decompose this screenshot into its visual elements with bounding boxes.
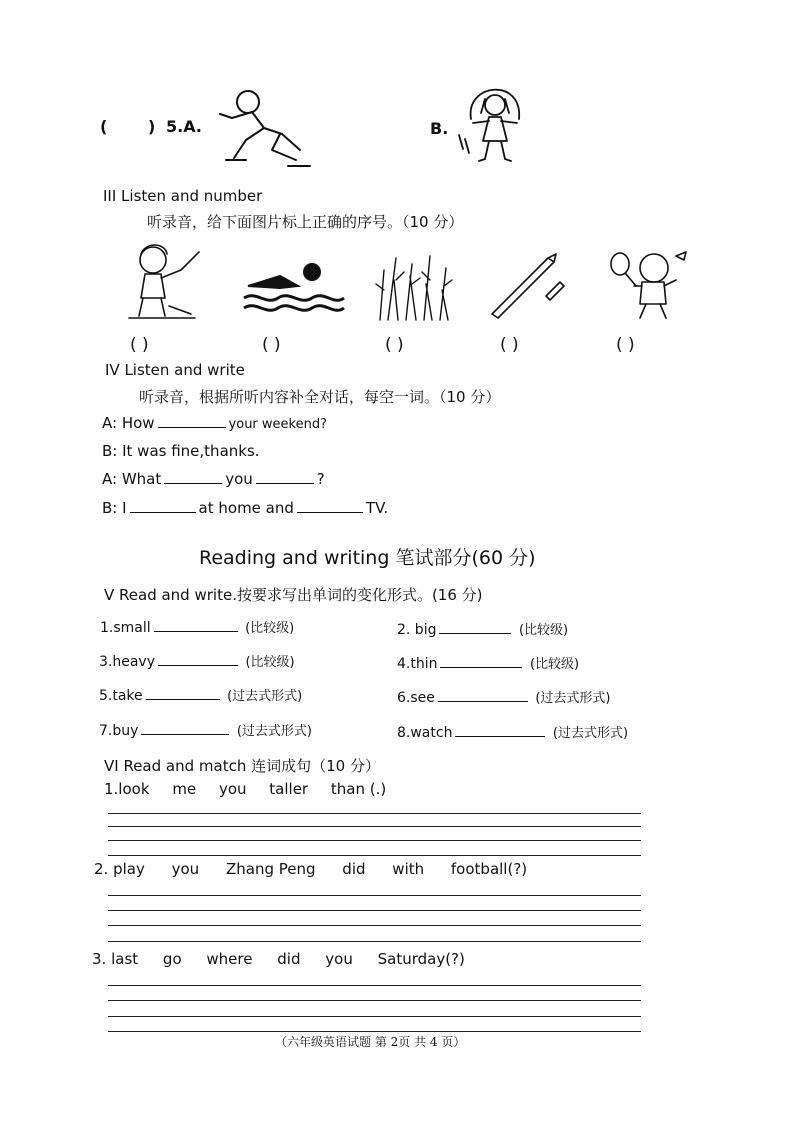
word-4-hint: (比较级) <box>529 657 580 672</box>
word-2-blank[interactable] <box>439 632 511 634</box>
dialogue-line-2 <box>102 442 260 460</box>
writing-line[interactable] <box>108 941 641 942</box>
blank-3-2[interactable] <box>256 482 314 484</box>
word-1-blank[interactable] <box>154 630 238 632</box>
word-7-hint: (过去式形式) <box>236 724 313 739</box>
section4-instruction: 听录音，根据所听内容补全对话，每空一词。（10 分） <box>139 388 501 406</box>
blank-3-1[interactable] <box>164 482 222 484</box>
word-item-6 <box>397 687 611 706</box>
word-8-blank[interactable] <box>455 735 545 737</box>
word-1: 1.small <box>100 620 151 636</box>
dialogue-4-text-c: TV. <box>365 499 389 517</box>
word-item-2 <box>397 619 568 638</box>
dialogue-3-text-b: you <box>225 470 253 488</box>
s2-word-2: you <box>171 860 200 878</box>
writing-line[interactable] <box>108 1000 641 1001</box>
grass-picture <box>374 250 454 322</box>
s1-word-3: you <box>218 780 247 798</box>
s3-word-2: go <box>162 950 182 968</box>
s2-word-5: with <box>392 860 425 878</box>
dialogue-line-4 <box>102 499 388 517</box>
section3-instruction: 听录音，给下面图片标上正确的序号。（10 分） <box>147 213 464 231</box>
dialogue-line-1 <box>102 414 327 432</box>
dialogue-3-text-c: ? <box>316 470 325 488</box>
word-5-hint: (过去式形式) <box>227 689 303 704</box>
badminton-boy-picture <box>606 246 690 322</box>
answer-paren-5[interactable]: ( ) <box>616 335 635 355</box>
writing-line[interactable] <box>108 985 641 986</box>
blank-4-1[interactable] <box>130 511 196 513</box>
section4-title: IV Listen and write <box>105 361 245 379</box>
jump-rope-picture <box>455 83 535 169</box>
writing-line[interactable] <box>108 855 641 856</box>
word-item-7 <box>99 720 312 739</box>
word-8-hint: (过去式形式) <box>552 726 629 741</box>
word-7-blank[interactable] <box>141 733 229 735</box>
dialogue-3-text-a: A: What <box>102 470 162 488</box>
dialogue-1-text-b: your weekend? <box>228 417 327 432</box>
writing-line[interactable] <box>108 910 641 911</box>
s1-word-5: than (.) <box>330 780 387 798</box>
word-item-5 <box>99 685 302 704</box>
s2-word-1: 2. play <box>94 860 145 878</box>
writing-line[interactable] <box>108 813 641 814</box>
q5-label-a: 5.A. <box>166 117 202 136</box>
word-2-hint: (比较级) <box>518 623 569 638</box>
s3-word-3: where <box>206 950 253 968</box>
s2-word-4: did <box>342 860 366 878</box>
answer-paren-4[interactable]: ( ) <box>500 335 519 355</box>
word-item-3 <box>99 651 295 670</box>
writing-line[interactable] <box>108 925 641 926</box>
q5-close-paren: ) <box>148 117 156 136</box>
dialogue-2-text-a: B: It was fine,thanks. <box>102 442 260 460</box>
section3-title: III Listen and number <box>103 187 263 205</box>
sentence-1-words <box>104 780 386 798</box>
writing-line[interactable] <box>108 1016 641 1017</box>
section5-title: V Read and write.按要求写出单词的变化形式。(16 分) <box>104 586 483 604</box>
word-item-1 <box>100 617 294 636</box>
writing-line[interactable] <box>108 826 641 827</box>
word-1-hint: (比较级) <box>245 621 295 636</box>
word-6: 6.see <box>397 690 435 706</box>
writing-line[interactable] <box>108 895 641 896</box>
skater-picture <box>212 88 314 170</box>
page-footer: （六年级英语试题 第 2页 共 4 页） <box>275 1035 466 1049</box>
dialogue-1-text-a: A: How <box>102 414 155 432</box>
s3-word-4: did <box>277 950 301 968</box>
word-5-blank[interactable] <box>146 698 220 700</box>
s2-word-6: football(?) <box>450 860 528 878</box>
s3-word-5: you <box>325 950 353 968</box>
word-7: 7.buy <box>99 723 139 739</box>
word-8: 8.watch <box>397 725 453 741</box>
sentence-3-words <box>92 950 465 968</box>
word-4: 4.thin <box>397 656 438 672</box>
word-3: 3.heavy <box>99 654 155 670</box>
s1-word-4: taller <box>269 780 309 798</box>
part-title: Reading and writing 笔试部分(60 分) <box>199 547 536 569</box>
word-4-blank[interactable] <box>440 666 522 668</box>
blank-1-1[interactable] <box>158 426 226 428</box>
pencil-picture <box>488 248 570 322</box>
swimmer-picture <box>240 262 346 314</box>
s3-word-6: Saturday(?) <box>377 950 465 968</box>
answer-paren-2[interactable]: ( ) <box>262 335 281 355</box>
word-3-hint: (比较级) <box>245 655 295 670</box>
s1-word-2: me <box>172 780 197 798</box>
s3-word-1: 3. last <box>92 950 139 968</box>
blank-4-2[interactable] <box>297 511 363 513</box>
dialogue-line-3 <box>102 470 325 488</box>
dialogue-4-text-b: at home and <box>198 499 294 517</box>
s1-word-1: 1.look <box>104 780 150 798</box>
word-6-blank[interactable] <box>438 700 528 702</box>
answer-paren-3[interactable]: ( ) <box>385 335 404 355</box>
section6-title: VI Read and match 连词成句（10 分） <box>104 757 380 775</box>
dialogue-4-text-a: B: I <box>102 499 127 517</box>
word-6-hint: (过去式形式) <box>535 691 611 706</box>
baseball-girl-picture <box>125 240 205 322</box>
word-5: 5.take <box>99 688 143 704</box>
answer-paren-1[interactable]: ( ) <box>130 335 149 355</box>
q5-open-paren: ( <box>100 117 108 136</box>
word-2: 2. big <box>397 622 437 638</box>
s2-word-3: Zhang Peng <box>225 860 316 878</box>
writing-line[interactable] <box>108 1031 641 1032</box>
word-item-4 <box>397 653 579 672</box>
sentence-2-words <box>94 860 527 878</box>
word-3-blank[interactable] <box>158 664 238 666</box>
q5-label-b: B. <box>430 119 449 138</box>
writing-line[interactable] <box>108 840 641 841</box>
word-item-8 <box>397 722 628 741</box>
